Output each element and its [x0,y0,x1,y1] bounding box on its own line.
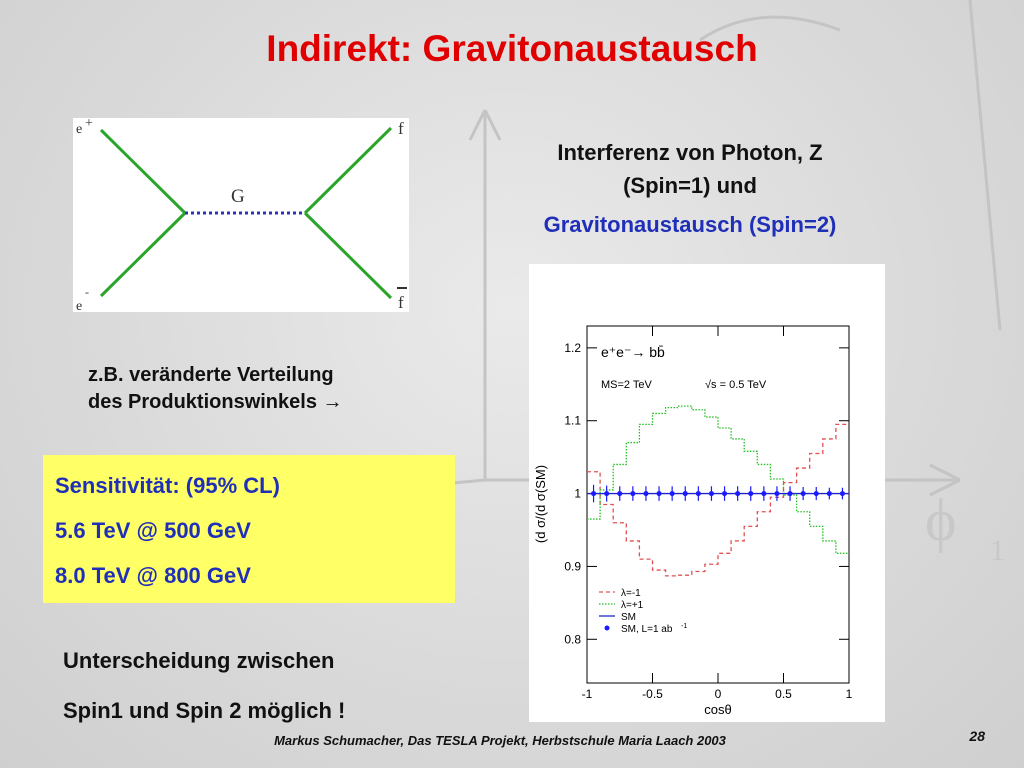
data-point [683,491,688,496]
x-tick-label: 0 [714,687,722,701]
data-point [840,491,845,496]
label-f: f [398,119,404,138]
label-e-minus-sup: - [85,285,89,299]
data-point [643,491,648,496]
data-point [630,491,635,496]
interference-line-2: (Spin=1) und [623,173,757,198]
data-point [748,491,753,496]
data-point [696,491,701,496]
interference-line-1: Interferenz von Photon, Z [557,140,823,165]
legend-label-sup: -1 [681,623,688,630]
footer-text: Markus Schumacher, Das TESLA Projekt, Herbstschule Maria Laach 2003 [274,733,726,748]
x-tick-label: -1 [581,687,593,701]
data-point [827,491,832,496]
example-line-2: des Produktionswinkels → [88,391,343,413]
feynman-diagram [73,118,409,312]
data-point [604,491,609,496]
x-tick-label: 0.5 [775,687,792,701]
data-point [591,491,596,496]
label-G: G [231,186,245,207]
label-fbar: f [398,293,404,312]
interference-line-3: Gravitonaustausch (Spin=2) [543,212,837,237]
data-point [761,491,766,496]
chart-title: e⁺e⁻→ bb̄ [601,344,665,360]
legend-label: SM [621,612,636,623]
example-line-1: z.B. veränderte Verteilung [88,364,334,386]
svg-text:1: 1 [990,534,1005,567]
svg-text:ϕ: ϕ [925,487,957,553]
data-point [774,491,779,496]
legend-label: λ=-1 [621,588,641,599]
slide-title: Indirekt: Gravitonaustausch [266,28,758,69]
data-point [801,491,806,496]
page-number: 28 [969,728,985,744]
legend-marker-points [605,626,610,631]
feyn-fbar-line [305,213,391,298]
data-point [709,491,714,496]
data-point [617,491,622,496]
sensitivity-500: 5.6 TeV @ 500 GeV [55,518,251,543]
data-point [670,491,675,496]
x-tick-label: -0.5 [642,687,663,701]
y-axis-label: (d σ/(d σ(SM) [533,464,548,544]
example-text [88,362,508,416]
x-tick-label: 1 [845,687,853,701]
interference-text [445,136,935,241]
feyn-eminus-line [101,213,185,296]
x-axis-label: cosθ [704,702,732,717]
annotation-sqrts: √s = 0.5 TeV [705,379,767,391]
legend-label: SM, L=1 ab [621,624,673,635]
chart-panel [529,264,885,722]
y-tick-label: 0.9 [564,559,581,574]
y-tick-label: 0.8 [564,632,581,647]
sensitivity-800: 8.0 TeV @ 800 GeV [55,563,251,588]
data-point [735,491,740,496]
label-e-plus-sup: + [85,118,93,131]
label-e-minus: e [76,299,83,312]
feyn-f-line [305,128,391,213]
data-point [722,491,727,496]
sensitivity-box [43,455,455,603]
y-tick-label: 1.1 [564,413,581,428]
chart-svg [529,264,885,722]
legend-label: λ=+1 [621,600,644,611]
feyn-eplus-line [101,130,185,213]
data-point [788,491,793,496]
data-point [814,491,819,496]
conclusion-line-1: Unterscheidung zwischen [63,648,335,673]
feynman-svg [73,118,409,312]
sensitivity-heading: Sensitivität: (95% CL) [55,473,280,498]
label-e-plus: e [76,122,83,137]
annotation-ms: MS=2 TeV [601,379,652,391]
data-point [657,491,662,496]
y-tick-label: 1.2 [564,340,581,355]
conclusion-text [63,636,533,736]
y-tick-label: 1 [574,486,581,501]
conclusion-line-2: Spin1 und Spin 2 möglich ! [63,698,346,723]
